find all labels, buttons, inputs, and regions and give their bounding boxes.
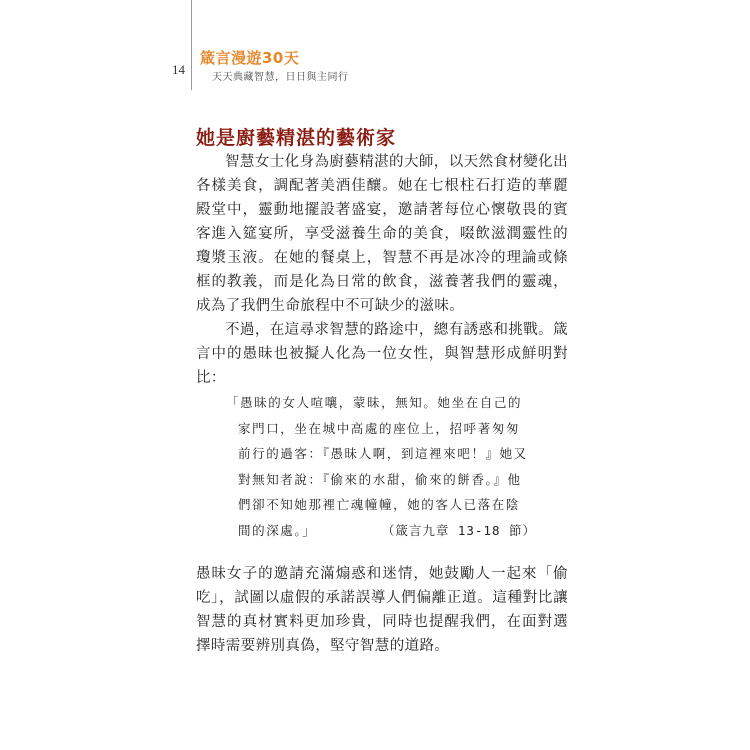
quote-line: 間的深處。」: [238, 522, 317, 538]
quote-line: 們卻不知她那裡亡魂幢幢，她的客人已落在陰: [238, 497, 521, 512]
page-number: 14: [172, 62, 185, 77]
running-head-subtitle: 天天典藏智慧，日日與主同行: [212, 72, 349, 83]
body-paragraph-1: 智慧女士化身為廚藝精湛的大師，以天然食材變化出各樣美食，調配著美酒佳釀。她在七根柱石打造的華麗殿堂中，靈動地擺設著盛宴，邀請著每位心懷敬畏的賓客進入筵宴所，享受滋養生命的美食，啜飲滋潤靈性的瓊漿玉液。在她的餐桌上，智慧不再是冰冷的理論或條框的教義，而是化為日常的飲食，滋養著我們的靈魂，成為了我們生命旅程中不可缺少的滋味。: [196, 154, 568, 314]
quote-line: 「愚昧的女人喧嚷，蒙昧，無知。她坐在自己的: [226, 395, 523, 410]
header-divider: [191, 0, 192, 90]
quote-last-line: [226, 518, 536, 544]
quote-citation: （箴言九章 13-18 節）: [381, 522, 536, 538]
quote-line: 對無知者說：『偷來的水甜，偷來的餅香。』他: [238, 471, 522, 487]
quote-line: 家門口，坐在城中高處的座位上，招呼著匆匆: [238, 420, 521, 436]
running-head-title: 箴言漫遊30天: [200, 49, 300, 67]
body-paragraph-2: 不過，在這尋求智慧的路途中，總有誘惑和挑戰。箴言中的愚昧也被擬人化為一位女性，與智慧形成鮮明對比：: [196, 322, 568, 386]
scripture-quote: [226, 390, 536, 543]
quote-line: 前行的過客：『愚昧人啊，到這裡來吧！』她又: [238, 446, 528, 461]
section-title: 她是廚藝精湛的藝術家: [196, 127, 397, 149]
body-paragraph-3: 愚昧女子的邀請充滿煽惑和迷情，她鼓勵人一起來「偷吃」，試圖以虛假的承諾誤導人們偏離正道。這種對比讓智慧的真材實料更加珍貴，同時也提醒我們，在面對選擇時需要辨別真偽，堅守智慧的道路。: [196, 566, 568, 654]
